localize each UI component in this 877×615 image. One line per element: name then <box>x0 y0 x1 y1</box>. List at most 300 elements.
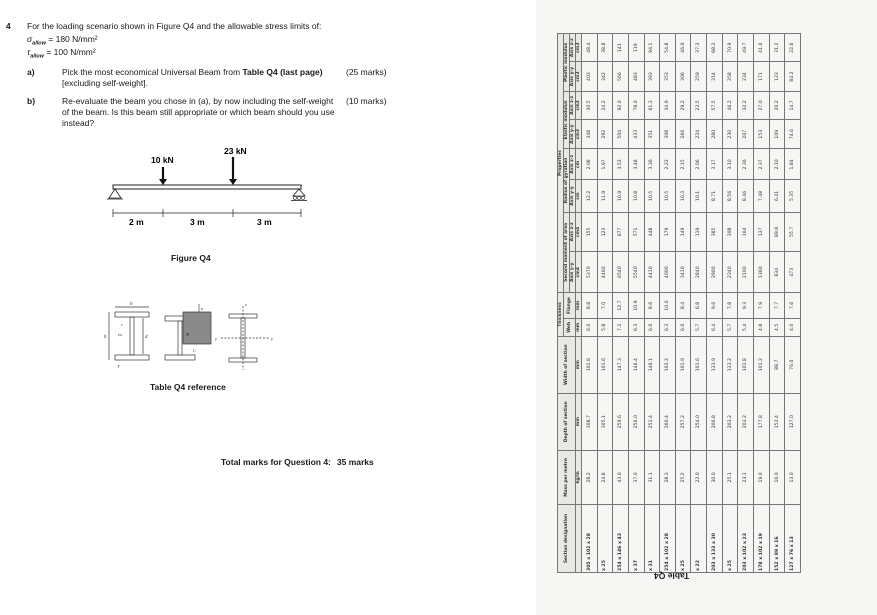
table-cell: 29.2 <box>675 91 691 119</box>
table-cell: 2340 <box>722 252 738 293</box>
unit-cell: cm3 <box>576 34 582 62</box>
table-cell: 12.2 <box>582 180 598 212</box>
table-cell: 2900 <box>707 252 723 293</box>
rotated-table-wrapper <box>557 33 801 573</box>
table-cell: 8.71 <box>707 180 723 212</box>
table-cell: 10.8 <box>628 180 644 212</box>
table-cell: 342 <box>597 62 613 91</box>
unit-cell: mm <box>576 336 582 393</box>
table-cell: 393 <box>644 62 660 91</box>
i-section-axes <box>221 306 269 370</box>
table-row <box>597 34 613 573</box>
table-cell: 11.9 <box>597 180 613 212</box>
table-cell: 101.8 <box>582 336 598 393</box>
table-cell: 179 <box>660 212 676 252</box>
table-cell: 171 <box>754 62 770 91</box>
table-cell: 24.2 <box>597 91 613 119</box>
table-cell: 2.06 <box>691 149 707 180</box>
table-cell: 10.1 <box>691 180 707 212</box>
table-cell: 25.2 <box>675 450 691 504</box>
total-marks <box>221 457 374 467</box>
part-b-label: b) <box>27 96 36 106</box>
table-row <box>707 34 723 573</box>
unit-cell: cm4 <box>576 252 582 293</box>
axis-z-label: z <box>245 302 247 307</box>
table-cell: 230 <box>722 120 738 149</box>
table-cell: 146.4 <box>628 336 644 393</box>
part-b-line2: of the beam. Is this beam still appropriate or which beam should you use <box>62 107 335 117</box>
dim-n-label: n <box>201 306 204 311</box>
header-designation: Section designation <box>558 505 576 573</box>
table-cell: 6.41 <box>769 180 785 212</box>
table-cell: 10.5 <box>660 180 676 212</box>
table-cell: 3.48 <box>628 149 644 180</box>
section-designation-cell: x 25 <box>722 505 738 573</box>
load-label-23kn: 23 kN <box>224 146 247 156</box>
table-cell: 101.2 <box>754 336 770 393</box>
table-cell: 254.0 <box>691 393 707 450</box>
table-cell: 504 <box>613 120 629 149</box>
table-cell: 483 <box>628 62 644 91</box>
table-cell: 258 <box>722 62 738 91</box>
table-cell: 834 <box>769 252 785 293</box>
table-cell: 24.8 <box>597 450 613 504</box>
table-cell: 2.22 <box>660 149 676 180</box>
load-arrow-10kn <box>159 167 167 185</box>
header-elastic: Elastic modulus <box>564 91 570 149</box>
table-cell: 353 <box>660 62 676 91</box>
header-properties: Properties <box>558 34 564 293</box>
table-cell: 8.46 <box>738 180 754 212</box>
table-cell: 571 <box>628 212 644 252</box>
table-cell: 9.6 <box>707 293 723 319</box>
table-cell: 119 <box>691 212 707 252</box>
table-cell: 16.0 <box>769 450 785 504</box>
table-cell: 260.4 <box>660 393 676 450</box>
table-row <box>769 34 785 573</box>
part-a-label: a) <box>27 67 35 77</box>
table-cell: 74.6 <box>785 120 801 149</box>
table-cell: 2.15 <box>675 149 691 180</box>
table-cell: 5370 <box>582 252 598 293</box>
table-cell: 6.3 <box>660 318 676 336</box>
table-cell: 30.5 <box>582 91 598 119</box>
table-cell: 133.2 <box>722 336 738 393</box>
table-row <box>754 34 770 573</box>
pin-support-left <box>107 189 123 199</box>
table-cell: 566 <box>613 62 629 91</box>
table-cell: 4000 <box>660 252 676 293</box>
table-cell: 31.1 <box>644 450 660 504</box>
table-cell: 70.9 <box>722 34 738 62</box>
table-cell: 4.0 <box>785 318 801 336</box>
header-depth: Depth of section <box>558 393 576 450</box>
table-cell: 280 <box>707 120 723 149</box>
header-inertia: Second moment of area <box>564 212 570 293</box>
tau-value: = 100 N/mm² <box>46 47 96 57</box>
figure-caption: Figure Q4 <box>171 253 211 263</box>
table-cell: 101.6 <box>597 336 613 393</box>
table-cell: 22.6 <box>785 34 801 62</box>
section-properties-table <box>557 33 801 573</box>
sigma-value: = 180 N/mm² <box>48 34 98 44</box>
table-cell: 7.7 <box>769 293 785 319</box>
table-cell: 37.3 <box>691 34 707 62</box>
table-cell: 1360 <box>754 252 770 293</box>
question-intro: For the loading scenario shown in Figure Q4 and the allowable stress limits of: <box>27 21 322 31</box>
table-cell: 2100 <box>738 252 754 293</box>
table-cell: 92.0 <box>613 91 629 119</box>
section-designation-cell: 178 x 102 x 19 <box>754 505 770 573</box>
table-cell: 8.6 <box>644 293 660 319</box>
table-cell: 46.2 <box>722 91 738 119</box>
table-cell: 84.2 <box>785 62 801 91</box>
table-cell: 3.17 <box>707 149 723 180</box>
section-designation-cell: 254 x 102 x 28 <box>660 505 676 573</box>
part-b-line1: Re-evaluate the beam you chose in (a), by now including the self-weight <box>62 96 334 106</box>
table-cell: 259.6 <box>613 393 629 450</box>
table-cell: 13.0 <box>785 450 801 504</box>
table-cell: 203.2 <box>722 393 738 450</box>
table-cell: 8.4 <box>675 293 691 319</box>
unit-cell: cm <box>576 180 582 212</box>
header-axis: Axis y-y <box>570 120 576 149</box>
table-cell: 123 <box>597 212 613 252</box>
table-cell: 7.6 <box>785 293 801 319</box>
table-cell: 137 <box>754 212 770 252</box>
table-cell: 351 <box>644 120 660 149</box>
load-arrow-23kn <box>229 157 237 185</box>
table-cell: 3410 <box>675 252 691 293</box>
table-cell: 28.3 <box>660 450 676 504</box>
table-cell: 234 <box>738 62 754 91</box>
table-cell: 292 <box>597 120 613 149</box>
dim-r-label: r <box>121 322 123 327</box>
header-axis: Axis z-z <box>570 34 576 62</box>
dim-h-label: h <box>104 335 107 340</box>
unit-cell: cm3 <box>576 62 582 91</box>
table-row <box>613 34 629 573</box>
header-axis: Axis z-z <box>570 91 576 119</box>
dim-N-label: N <box>186 332 190 337</box>
table-cell: 102.2 <box>660 336 676 393</box>
table-cell: 259 <box>691 62 707 91</box>
roller-support-right <box>291 189 307 201</box>
table-cell: 3.10 <box>722 149 738 180</box>
table-cell: 61.3 <box>644 91 660 119</box>
table-cell: 49.7 <box>738 34 754 62</box>
table-cell: 1.97 <box>597 149 613 180</box>
table-row <box>738 34 754 573</box>
table-row <box>582 34 598 573</box>
table-row <box>691 34 707 573</box>
sigma-subscript: allow <box>32 40 46 47</box>
table-cell: 266 <box>675 120 691 149</box>
tau-symbol: τ <box>27 47 31 57</box>
sigma-limit <box>27 34 98 47</box>
table-cell: 4410 <box>644 252 660 293</box>
part-a-line1: Pick the most economical Universal Beam from <box>62 67 243 77</box>
sigma-symbol: σ <box>27 34 33 44</box>
table-cell: 2840 <box>691 252 707 293</box>
table-cell: 164 <box>738 212 754 252</box>
table-cell: 141 <box>613 34 629 62</box>
section-designation-cell: x 37 <box>628 505 644 573</box>
section-designation-cell: x 22 <box>691 505 707 573</box>
table-cell: 55.7 <box>785 212 801 252</box>
table-cell: 3.52 <box>613 149 629 180</box>
table-cell: 8.8 <box>582 293 598 319</box>
table-cell: 3.36 <box>644 149 660 180</box>
table-cell: 78.0 <box>628 91 644 119</box>
table-cell: 14.7 <box>785 91 801 119</box>
table-cell: 88.2 <box>707 34 723 62</box>
table-cell: 27.0 <box>754 91 770 119</box>
table-cell: 4.5 <box>769 318 785 336</box>
table-cell: 306 <box>675 62 691 91</box>
section-reference-diagram <box>103 300 283 372</box>
table-cell: 101.8 <box>738 336 754 393</box>
section-designation-cell: 127 x 76 x 13 <box>785 505 801 573</box>
table-row <box>675 34 691 573</box>
unit-cell: kg/m <box>576 450 582 504</box>
table-cell: 20.2 <box>769 91 785 119</box>
table-cell: 403 <box>582 62 598 91</box>
beam <box>113 185 301 189</box>
table-cell: 152.4 <box>769 393 785 450</box>
header-axis: Axis z-z <box>570 212 576 252</box>
axis-y-label: y <box>215 336 217 341</box>
load-label-10kn: 10 kN <box>151 155 174 165</box>
table-cell: 473 <box>785 252 801 293</box>
table-cell: 119 <box>628 34 644 62</box>
table-cell: 31.2 <box>769 34 785 62</box>
table-cell: 206.8 <box>707 393 723 450</box>
unit-cell: cm3 <box>576 91 582 119</box>
unit-cell: cm4 <box>576 212 582 252</box>
beam-diagram <box>105 145 315 235</box>
table-cell: 57.5 <box>707 91 723 119</box>
table-cell: 54.8 <box>660 34 676 62</box>
span-label-1: 2 m <box>129 217 144 227</box>
table-cell: 23.1 <box>738 450 754 504</box>
unit-cell: mm <box>576 393 582 450</box>
table-cell: 127.0 <box>785 393 801 450</box>
table-cell: 48.4 <box>582 34 598 62</box>
unit-cell: mm <box>576 293 582 319</box>
table-cell: 677 <box>613 212 629 252</box>
table-cell: 23.5 <box>691 91 707 119</box>
table-cell: 37.0 <box>628 450 644 504</box>
dim-d-label: d <box>145 335 148 340</box>
dim-C-label: C <box>193 348 197 353</box>
table-cell: 146.1 <box>644 336 660 393</box>
table-cell: 101.9 <box>675 336 691 393</box>
table-cell: 5540 <box>628 252 644 293</box>
table-cell: 2.36 <box>738 149 754 180</box>
part-a-marks: (25 marks) <box>346 67 387 77</box>
table-row <box>644 34 660 573</box>
header-axis: Axis y-y <box>570 62 576 91</box>
table-cell: 308 <box>660 120 676 149</box>
table-cell: 25.1 <box>722 450 738 504</box>
question-number: 4 <box>6 21 11 31</box>
table-cell: 6.8 <box>691 293 707 319</box>
table-cell: 4460 <box>597 252 613 293</box>
header-width: Width of section <box>558 336 576 393</box>
table-cell: 10.9 <box>628 293 644 319</box>
reference-caption: Table Q4 reference <box>150 382 226 392</box>
question-page <box>0 0 430 615</box>
part-a-line2: [excluding self-weight]. <box>62 78 148 88</box>
span-label-3: 3 m <box>257 217 272 227</box>
table-cell: 22.0 <box>691 450 707 504</box>
table-cell: 305.1 <box>597 393 613 450</box>
section-designation-cell: 254 x 146 x 43 <box>613 505 629 573</box>
section-designation-cell: 152 x 89 x 16 <box>769 505 785 573</box>
table-cell: 10.9 <box>613 180 629 212</box>
unit-cell: mm <box>576 318 582 336</box>
table-cell: 32.2 <box>738 91 754 119</box>
table-cell: 5.4 <box>738 318 754 336</box>
part-b-line3: instead? <box>62 118 95 128</box>
table-cell: 4.8 <box>754 318 770 336</box>
table-cell: 177.8 <box>754 393 770 450</box>
section-designation-cell: x 25 <box>675 505 691 573</box>
table-cell: 6.4 <box>707 318 723 336</box>
axis-y-label-right: y <box>271 336 273 341</box>
table-cell: 8.56 <box>722 180 738 212</box>
table-cell: 12.7 <box>613 293 629 319</box>
table-cell: 153 <box>754 120 770 149</box>
unit-cell: cm3 <box>576 120 582 149</box>
table-cell: 7.8 <box>722 293 738 319</box>
part-b-text <box>62 96 335 129</box>
section-designation-cell: 203 x 133 x 30 <box>707 505 723 573</box>
table-cell: 207 <box>738 120 754 149</box>
table-cell: 38.8 <box>597 34 613 62</box>
part-a-text <box>62 67 323 89</box>
table-row <box>660 34 676 573</box>
header-mass: Mass per metre <box>558 450 576 504</box>
table-cell: 94.1 <box>644 34 660 62</box>
header-web: Web <box>564 318 576 336</box>
table-cell: 149 <box>675 212 691 252</box>
table-cell: 308 <box>722 212 738 252</box>
table-cell: 10.5 <box>644 180 660 212</box>
table-cell: 34.9 <box>660 91 676 119</box>
table-row <box>722 34 738 573</box>
table-cell: 10.0 <box>660 293 676 319</box>
table-page <box>536 0 877 615</box>
table-cell: 224 <box>691 120 707 149</box>
header-thickness: Thickness <box>558 293 564 337</box>
table-cell: 9.3 <box>738 293 754 319</box>
header-axis: Axis y-y <box>570 180 576 212</box>
header-flange: Flange <box>564 293 576 319</box>
table-cell: 7.9 <box>754 293 770 319</box>
table-cell: 41.6 <box>754 34 770 62</box>
table-cell: 147.3 <box>613 336 629 393</box>
table-cell: 109 <box>769 120 785 149</box>
table-cell: 2.10 <box>769 149 785 180</box>
table-cell: 314 <box>707 62 723 91</box>
table-cell: 46.0 <box>675 34 691 62</box>
table-cell: 5.7 <box>722 318 738 336</box>
table-cell: 433 <box>628 120 644 149</box>
table-cell: 89.8 <box>769 212 785 252</box>
table-cell: 6.0 <box>644 318 660 336</box>
unit-cell: cm <box>576 149 582 180</box>
table-cell: 5.8 <box>597 318 613 336</box>
table-cell: 133.9 <box>707 336 723 393</box>
header-axis: Axis y-y <box>570 252 576 293</box>
table-cell: 256.0 <box>628 393 644 450</box>
table-cell: 19.0 <box>754 450 770 504</box>
table-cell: 123 <box>769 62 785 91</box>
table-cell: 7.2 <box>613 318 629 336</box>
dimension-line <box>113 209 301 217</box>
part-b-marks: (10 marks) <box>346 96 387 106</box>
span-label-2: 3 m <box>190 217 205 227</box>
table-cell: 257.2 <box>675 393 691 450</box>
section-designation-cell: 203 x 102 x 23 <box>738 505 754 573</box>
table-cell: 101.6 <box>691 336 707 393</box>
table-cell: 43.0 <box>613 450 629 504</box>
table-cell: 6540 <box>613 252 629 293</box>
header-gyration: Radius of gyration <box>564 149 570 212</box>
table-row <box>628 34 644 573</box>
table-cell: 251.4 <box>644 393 660 450</box>
table-cell: 7.0 <box>597 293 613 319</box>
table-cell: 2.08 <box>582 149 598 180</box>
part-a-table-ref: Table Q4 (last page) <box>242 67 323 77</box>
header-axis: Axis z-z <box>570 149 576 180</box>
table-cell: 203.2 <box>738 393 754 450</box>
table-cell: 2.37 <box>754 149 770 180</box>
table-cell: 5.7 <box>691 318 707 336</box>
table-cell: 385 <box>707 212 723 252</box>
table-cell: 30.0 <box>707 450 723 504</box>
table-cell: 10.3 <box>675 180 691 212</box>
table-cell: 6.3 <box>628 318 644 336</box>
dim-b-label: b <box>130 302 133 307</box>
table-cell: 348 <box>582 120 598 149</box>
tau-subscript: allow <box>30 53 44 60</box>
header-plastic: Plastic modulus <box>564 34 570 92</box>
table-cell: 76.0 <box>785 336 801 393</box>
section-designation-cell: x 25 <box>597 505 613 573</box>
dim-tw-label: tw <box>118 332 123 337</box>
table-cell: 7.48 <box>754 180 770 212</box>
section-designation-cell: x 31 <box>644 505 660 573</box>
tau-limit <box>27 47 96 60</box>
table-row <box>785 34 801 573</box>
total-value: 35 marks <box>336 457 374 467</box>
table-caption: Table Q4 <box>654 571 690 581</box>
table-cell: 28.2 <box>582 450 598 504</box>
table-cell: 155 <box>582 212 598 252</box>
table-cell: 6.0 <box>582 318 598 336</box>
table-cell: 308.7 <box>582 393 598 450</box>
table-cell: 6.0 <box>675 318 691 336</box>
section-designation-cell: 305 x 102 x 28 <box>582 505 598 573</box>
total-label: Total marks for Question 4: <box>221 457 331 467</box>
table-cell: 1.84 <box>785 149 801 180</box>
table-cell: 448 <box>644 212 660 252</box>
i-section-dimensioned <box>109 307 149 360</box>
table-body <box>582 34 801 573</box>
